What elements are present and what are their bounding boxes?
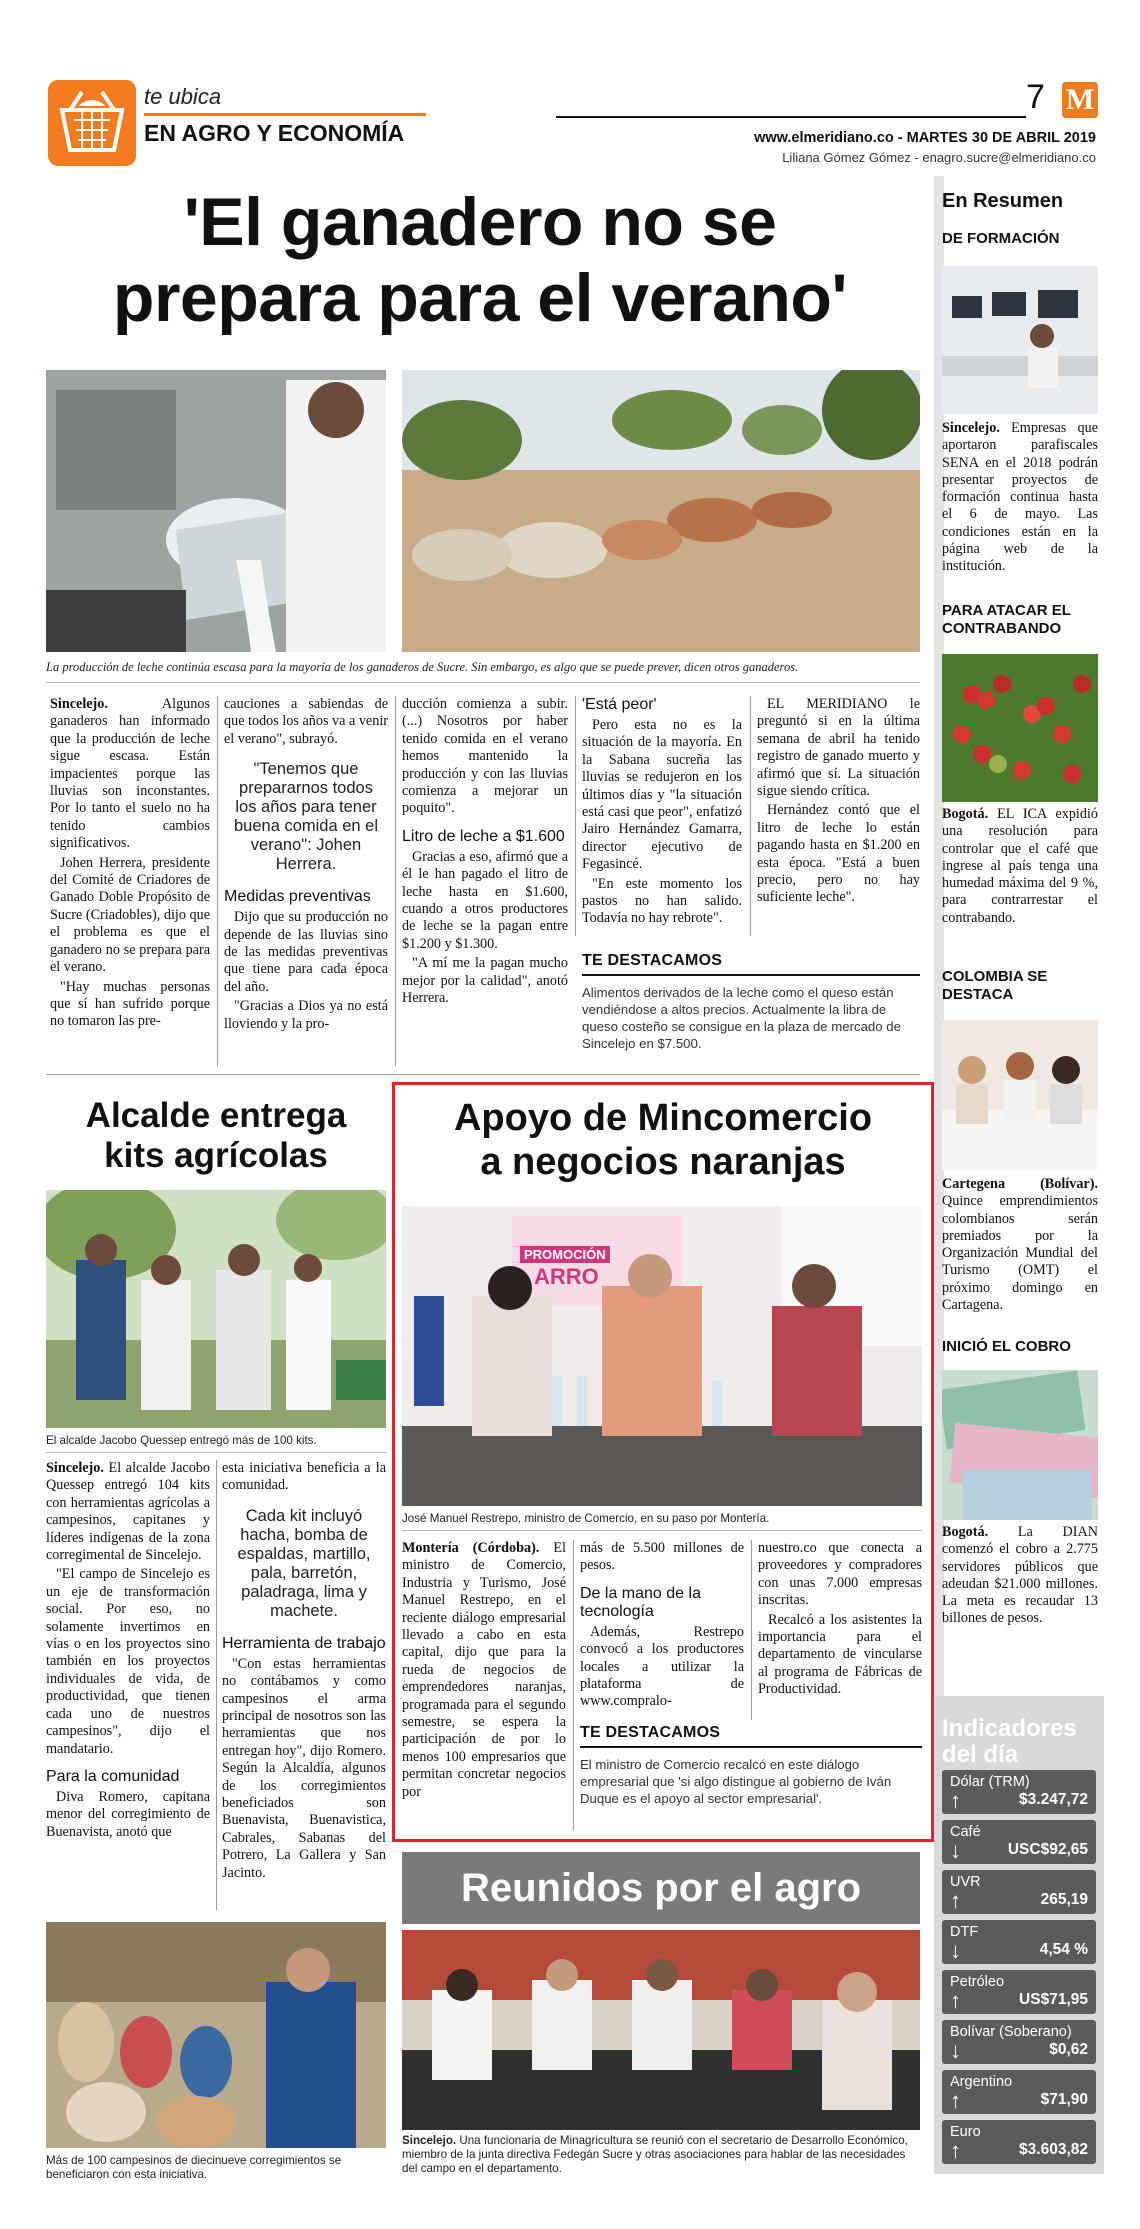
body-text: EL MERIDIANO le preguntó si en la última semana de abril ha tenido registro de ganado muerto y afirmó que sí. La situación sigue siendo crítica. [757, 696, 920, 800]
reunidos-caption [402, 2134, 920, 2176]
banner-text-2: ARRO [534, 1264, 599, 1289]
sidebar-kicker-3: COLOMBIA SE DESTACA [942, 968, 1048, 1003]
body-text: "Gracias a Dios ya no está lloviendo y la pro- [224, 998, 388, 1032]
arrow-up-icon: ↑ [950, 1788, 961, 1813]
body-text: Empresas que aportaron parafiscales SENA en el 2018 podrán presentar proyectos de formación continua hasta el 6 de mayo. Las condiciones están en la página web de la institución. [942, 420, 1098, 575]
body-text: nuestro.co que conecta a proveedores y compradores con unas 7.000 empresas inscritas. [758, 1540, 922, 1609]
main-headline [40, 184, 920, 336]
body-text: más de 5.500 millones de pesos. [580, 1540, 744, 1574]
indicator-name: Argentino [950, 2074, 1013, 2090]
alcalde-headline-line-2: kits agrícolas [104, 1136, 328, 1175]
emprendedores-photo [942, 1020, 1098, 1170]
main-col-5 [757, 696, 920, 909]
subheading: Para la comunidad [46, 1767, 180, 1785]
arrow-down-icon: ↓ [950, 1938, 961, 1963]
destacamos-text: Alimentos derivados de la leche como el queso están vendiéndose a altos precios. Actualmente la libra de queso costeño se consigue en la plaza de mercado de Sincelejo en $7.500. [582, 985, 901, 1051]
body-text: ducción comienza a subir. (...) Nosotros por haber tenido comida en el verano hemos mantenido la producción y con las lluvias comienza a mejorar un poquito". [402, 696, 568, 817]
sidebar-text-4 [942, 1524, 1098, 1628]
indicator-value: 4,54 % [1039, 1941, 1088, 1958]
arrow-down-icon: ↓ [950, 1838, 961, 1863]
column-rule [573, 1540, 574, 1830]
arrow-up-icon: ↑ [950, 1988, 961, 2013]
caption-rule [46, 1452, 386, 1453]
indicator-dolar [942, 1770, 1096, 1814]
indicators-title [942, 1716, 1077, 1768]
sidebar-text-3 [942, 1176, 1098, 1314]
alcalde-headline-line-1: Alcalde entrega [85, 1096, 347, 1135]
mincomercio-col-1 [402, 1540, 566, 1803]
column-rule [395, 696, 396, 1066]
mincomercio-caption: José Manuel Restrepo, ministro de Comercio, en su paso por Montería. [402, 1512, 770, 1525]
basket-logo-icon [48, 80, 136, 166]
column-rule [751, 1540, 752, 1720]
mincomercio-headline [402, 1096, 924, 1184]
indicator-name: Euro [950, 2124, 981, 2140]
subheading: 'Está peor' [582, 696, 657, 713]
body-text: Gracias a eso, afirmó que a él le han pagado el litro de leche hasta en $1.600, cuando a otros productores de leche se la pagan entre $1.200 y $1.300. [402, 848, 568, 952]
body-text: El ministro de Comercio, Industria y Turismo, José Manuel Restrepo, en el reciente diálogo empresarial llevado a cabo en esta capital, dijo que para la rueda de negocios de emprendedores naranjas, programada para el segundo semestre, se espera la participación de por lo menos 100 empresarios que permitan concretar negocios por [402, 1540, 566, 1800]
reunidos-banner: Reunidos por el agro [402, 1852, 920, 1924]
column-rule [750, 696, 751, 936]
section-small-title: te ubica [144, 84, 222, 109]
pull-quote: "Tenemos que prepararnos todos los años para tener buena comida en el verano": Johen Herrera. [233, 760, 379, 874]
body-text: "En este momento los pastos no han salido. Todavía no hay rebrote". [582, 875, 742, 927]
dateline: Sincelejo. [46, 1460, 104, 1476]
indicator-petroleo [942, 1970, 1096, 2014]
main-photo-caption: La producción de leche continúa escasa para la mayoría de los ganaderos de Sucre. Sin embargo, es algo que se puede prever, dicen otros ganaderos. [46, 660, 799, 674]
indicator-uvr [942, 1870, 1096, 1914]
campesinos-photo [46, 1922, 386, 2148]
body-text: Además, Restrepo convocó a los productores locales a utilizar la plataforma de www.compralo- [580, 1623, 744, 1710]
sidebar-title: En Resumen [942, 190, 1064, 212]
body-text: esta iniciativa beneficia a la comunidad. [222, 1460, 386, 1494]
sidebar-kicker-4: INICIÓ EL COBRO [942, 1338, 1071, 1355]
alcalde-col-1 [46, 1460, 210, 1843]
indicator-dtf [942, 1920, 1096, 1964]
meridiano-logo-icon: M [1062, 82, 1098, 118]
reunidos-photo [402, 1930, 920, 2130]
body-text: cauciones a sabiendas de que todos los años va a venir el verano", subrayó. [224, 696, 388, 747]
orange-rule [144, 113, 426, 116]
main-col-4 [582, 696, 742, 930]
alcalde-col-2 [222, 1460, 386, 1884]
column-rule [217, 696, 218, 1066]
dateline: Montería (Córdoba). [402, 1540, 540, 1556]
section-big-title: EN AGRO Y ECONOMÍA [144, 120, 405, 146]
indicator-name: UVR [950, 1874, 981, 1890]
alcalde-photo [46, 1190, 386, 1428]
campesinos-caption: Más de 100 campesinos de diecinueve corregimientos se beneficiaron con esta iniciativa. [46, 2154, 342, 2181]
destacamos-rule [582, 974, 920, 976]
column-rule [575, 696, 576, 936]
banner-text: PROMOCIÓN [520, 1246, 610, 1263]
indicator-name: Dólar (TRM) [950, 1774, 1030, 1790]
indicator-value: US$71,95 [1019, 1991, 1088, 2008]
indicator-value: USC$92,65 [1007, 1841, 1088, 1858]
arrow-up-icon: ↑ [950, 1888, 961, 1913]
body-text: EL ICA expidió una resolución para controlar que el café que ingrese al país tenga una humedad máxima del 9 %, para contrarrestar el contrabando. [942, 806, 1098, 926]
dateline: Sincelejo. [942, 420, 1000, 436]
indicator-bolivar [942, 2020, 1096, 2064]
indicator-name: DTF [950, 1924, 979, 1940]
sidebar-kicker-2: PARA ATACAR EL CONTRABANDO [942, 602, 1071, 637]
caption-text: Una funcionaria de Minagricultura se reunió con el secretario de Desarrollo Económico, miembro de la junta directiva Fedegán Sucre y otras asociaciones para hablar de las necesidades del campo en el departamento. [402, 2134, 908, 2175]
body-text: Dijo que su producción no depende de las lluvias sino de las medidas preventivas que tiene para cada época del año. [224, 909, 388, 995]
section-header [48, 80, 428, 166]
mincomercio-col-2 [580, 1540, 744, 1713]
body-text: Algunos ganaderos han informado que la producción de leche sigue escasa. Están impacientes porque las lluvias son inconstantes. Por lo tanto el suelo no ha tenido cambios significativos. [50, 696, 210, 852]
headline-line-2: prepara para el verano' [112, 260, 848, 336]
pull-quote: Cada kit incluyó hacha, bomba de espaldas, martillo, pala, barretón, paladraga, lima y machete. [237, 1506, 371, 1620]
milk-photo [46, 370, 386, 652]
indicator-euro [942, 2120, 1096, 2164]
coffee-photo [942, 654, 1098, 802]
cattle-photo [402, 370, 920, 652]
mincomercio-headline-line-2: a negocios naranjas [480, 1141, 846, 1183]
indicator-name: Petróleo [950, 1974, 1005, 1990]
arrow-up-icon: ↑ [950, 2138, 961, 2163]
section-divider [46, 1074, 920, 1075]
dateline: Sincelejo. [50, 696, 108, 712]
mincomercio-headline-line-1: Apoyo de Mincomercio [453, 1097, 873, 1139]
subheading: De la mano de la tecnología [580, 1584, 701, 1620]
subheading: Herramienta de trabajo [222, 1634, 386, 1652]
formacion-photo [942, 266, 1098, 414]
body-text: Recalcó a los asistentes la importancia para el departamento de vincularse al programa de Fábricas de Productividad. [758, 1611, 922, 1698]
indicators-title-line-1: Indicadores [942, 1715, 1077, 1742]
arrow-up-icon: ↑ [950, 2088, 961, 2113]
sidebar-text-2 [942, 806, 1098, 927]
destacamos-title: TE DESTACAMOS [580, 1724, 721, 1741]
body-text: Quince emprendimientos colombianos serán premiados por la Organización Mundial del Turismo (OMT) el próximo domingo en Cartagena. [942, 1193, 1098, 1314]
destacamos-text: El ministro de Comercio recalcó en este diálogo empresarial que 'si algo distingue al gobierno de Iván Duque es el apoyo al sector empresarial'. [580, 1757, 892, 1806]
body-text: "El campo de Sincelejo es un eje de transformación social. Por eso, no solamente invertimos en vías o en los proyectos sino también en los proyectos individuales de vida, de productividad, que tienen cada uno de nuestros campesinos", dijo el mandatario. [46, 1566, 210, 1757]
caption-rule [46, 682, 920, 683]
main-col-1 [50, 696, 210, 1033]
main-col-2 [224, 696, 388, 1035]
headline-line-1: 'El ganadero no se [183, 184, 777, 260]
body-text: "A mí me la pagan mucho mejor por la calidad", anotó Herrera. [402, 955, 568, 1007]
indicator-argentino [942, 2070, 1096, 2114]
indicator-value: $3.247,72 [1019, 1791, 1088, 1808]
dateline: Bogotá. [942, 1524, 989, 1540]
destacamos-rule [580, 1746, 922, 1748]
dateline: Sincelejo. [402, 2134, 457, 2147]
indicators-title-line-2: del día [942, 1741, 1019, 1768]
dateline: Bogotá. [942, 806, 989, 822]
mincomercio-col-3 [758, 1540, 922, 1701]
alcalde-headline [46, 1096, 386, 1176]
indicator-value: $71,90 [1040, 2091, 1088, 2108]
body-text: Johen Herrera, presidente del Comité de Criadores de Ganado Doble Propósito de Sucre (Criadobles), dijo que el problema es que el ganadero no se prepara para el verano. [50, 854, 210, 976]
arrow-down-icon: ↓ [950, 2038, 961, 2063]
dian-money-photo [942, 1370, 1098, 1520]
page-number: 7 [1026, 78, 1045, 116]
indicator-name: Café [950, 1824, 981, 1840]
sidebar-kicker-1: DE FORMACIÓN [942, 230, 1060, 247]
subheading: Litro de leche a $1.600 [402, 827, 565, 845]
indicator-value: 265,19 [1040, 1891, 1088, 1908]
header-rule [556, 116, 1026, 118]
byline: Liliana Gómez Gómez - enagro.sucre@elmeridiano.co [782, 150, 1096, 165]
indicator-value: $3.603,82 [1019, 2141, 1088, 2158]
body-text: "Con estas herramientas no contábamos y como campesinos el arma principal de nosotros son las herramientas que nos entregan hoy", dijo Romero. Según la Alcaldía, algunos de los corregimientos beneficiados son Buenavista, Buenavistica, Cabrales, Sabanas del Potrero, La Gallera y San Jacinto. [222, 1655, 386, 1881]
body-text: Diva Romero, capitana menor del corregimiento de Buenavista, anotó que [46, 1788, 210, 1840]
sidebar-text-1 [942, 420, 1098, 576]
body-text: Hernández contó que el litro de leche lo están pagando hasta en $1.200 en esta época. "Está a buen precio, pero no hay suficiente leche". [757, 802, 920, 906]
body-text: "Hay muchas personas que sí han sufrido porque no tomaron las pre- [50, 978, 210, 1030]
subheading: Medidas preventivas [224, 888, 371, 906]
mincomercio-photo [402, 1206, 922, 1506]
indicator-cafe [942, 1820, 1096, 1864]
body-text: Pero esta no es la situación de la mayoría. En la Sabana sucreña las lluvias se redujeron en los últimos días y "la situación está casi que peor", enfatizó Jairo Hernández Gamarra, director ejecutivo de Fegasincé. [582, 717, 742, 873]
body-text: La DIAN comenzó el cobro a 2.775 servidores públicos que adeudan $21.000 millones. La meta es recaudar 13 billones de pesos. [942, 1524, 1098, 1627]
indicator-value: $0,62 [1049, 2041, 1088, 2058]
indicator-name: Bolívar (Soberano) [950, 2024, 1072, 2040]
site-and-date: www.elmeridiano.co - MARTES 30 DE ABRIL 2019 [754, 130, 1096, 146]
column-rule [216, 1460, 217, 1910]
caption-rule [402, 1530, 922, 1531]
dateline: Cartegena (Bolívar). [942, 1176, 1098, 1192]
main-col-3 [402, 696, 568, 1010]
alcalde-photo-caption: El alcalde Jacobo Quessep entregó más de 100 kits. [46, 1434, 317, 1447]
body-text: El alcalde Jacobo Quessep entregó 104 kits con herramientas agrícolas a campesinos, capitanes y líderes indígenas de la zona corregimental de Sincelejo. [46, 1460, 210, 1564]
destacamos-title: TE DESTACAMOS [582, 952, 723, 969]
